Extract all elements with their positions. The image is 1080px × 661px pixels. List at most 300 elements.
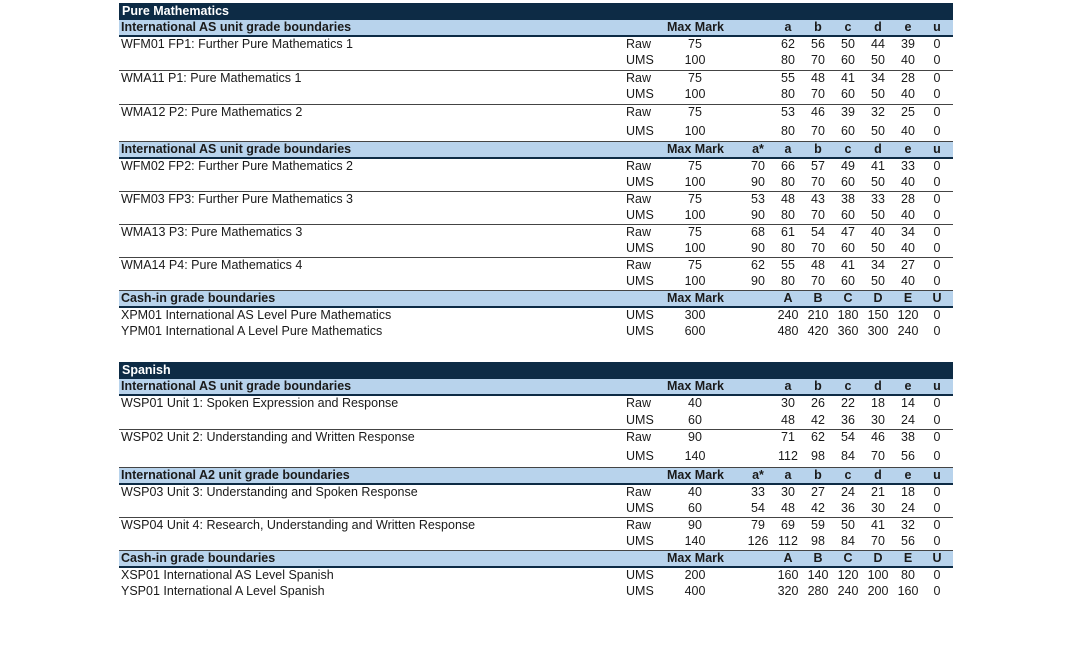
grade-boundary: 0	[933, 308, 941, 322]
grade-boundary: 0	[933, 485, 941, 499]
grade-boundary: 90	[751, 241, 765, 255]
unit-label: WSP04 Unit 4: Research, Understanding and Written Response	[121, 518, 476, 532]
table-row	[119, 449, 953, 468]
table-row	[119, 225, 953, 241]
max-mark: 75	[688, 71, 702, 85]
max-mark: 100	[684, 87, 706, 101]
mark-type: UMS	[626, 501, 654, 515]
header-label: Cash-in grade boundaries	[121, 291, 276, 305]
grade-boundary: 70	[811, 274, 825, 288]
grade-boundary: 0	[933, 396, 941, 410]
grade-boundary: 80	[781, 175, 795, 189]
grade-boundary: 0	[933, 274, 941, 288]
grade-boundary: 62	[811, 430, 825, 444]
header-grade: b	[814, 379, 822, 393]
grade-boundary: 62	[781, 37, 795, 51]
table-row	[119, 274, 953, 291]
grade-boundary: 300	[867, 324, 889, 338]
grade-boundary: 60	[841, 274, 855, 288]
grade-boundary: 30	[871, 413, 885, 427]
grade-boundary: 80	[781, 208, 795, 222]
grade-boundary: 0	[933, 258, 941, 272]
table-row	[119, 396, 953, 413]
max-mark: 75	[688, 192, 702, 206]
mark-type: UMS	[626, 534, 654, 548]
grade-boundary: 18	[871, 396, 885, 410]
max-mark: 100	[684, 124, 706, 138]
unit-rows	[119, 568, 953, 600]
grade-boundary: 50	[871, 208, 885, 222]
grade-boundary: 34	[871, 71, 885, 85]
mark-type: UMS	[626, 274, 654, 288]
header-grade: B	[813, 551, 823, 565]
header-grade: E	[903, 551, 913, 565]
grade-boundary: 46	[871, 430, 885, 444]
grade-boundary: 25	[901, 105, 915, 119]
grade-boundary: 56	[901, 534, 915, 548]
header-max-mark: Max Mark	[667, 379, 724, 393]
grade-boundary: 50	[871, 87, 885, 101]
unit-rows	[119, 396, 953, 468]
grade-boundary: 84	[841, 534, 855, 548]
grade-boundary: 59	[811, 518, 825, 532]
grade-boundary: 320	[777, 584, 799, 598]
grade-boundary: 126	[747, 534, 769, 548]
grade-boundary: 70	[751, 159, 765, 173]
grade-boundary: 47	[841, 225, 855, 239]
header-grade: u	[933, 379, 941, 393]
table-row	[119, 518, 953, 534]
grade-boundary: 18	[901, 485, 915, 499]
grade-boundary: 24	[841, 485, 855, 499]
grade-boundary: 50	[871, 124, 885, 138]
grade-boundary: 24	[901, 501, 915, 515]
grade-boundary: 70	[811, 175, 825, 189]
unit-label: YPM01 International A Level Pure Mathematics	[121, 324, 383, 338]
grade-boundary: 54	[811, 225, 825, 239]
header-grade: u	[933, 20, 941, 34]
grade-boundary: 62	[751, 258, 765, 272]
max-mark: 75	[688, 258, 702, 272]
max-mark: 75	[688, 105, 702, 119]
header-max-mark: Max Mark	[667, 20, 724, 34]
header-grade: A	[783, 291, 793, 305]
grade-boundary: 80	[781, 274, 795, 288]
header-grade: a	[784, 142, 792, 156]
grade-boundary: 54	[751, 501, 765, 515]
unit-label: WSP03 Unit 3: Understanding and Spoken Response	[121, 485, 418, 499]
grade-boundary: 0	[933, 568, 941, 582]
unit-label: WFM02 FP2: Further Pure Mathematics 2	[121, 159, 354, 173]
grade-boundary: 0	[933, 430, 941, 444]
mark-type: UMS	[626, 449, 654, 463]
unit-label: WFM01 FP1: Further Pure Mathematics 1	[121, 37, 354, 51]
grade-boundary: 70	[871, 449, 885, 463]
header-grade: a	[784, 468, 792, 482]
mark-type: Raw	[626, 518, 652, 532]
header-grade: b	[814, 468, 822, 482]
header-grade: b	[814, 142, 822, 156]
unit-label: WMA13 P3: Pure Mathematics 3	[121, 225, 303, 239]
mark-type: UMS	[626, 241, 654, 255]
unit-rows	[119, 485, 953, 551]
max-mark: 90	[688, 430, 702, 444]
grade-boundary: 50	[871, 175, 885, 189]
unit-label: WMA12 P2: Pure Mathematics 2	[121, 105, 303, 119]
grade-boundary: 33	[751, 485, 765, 499]
grade-boundary: 0	[933, 225, 941, 239]
grade-boundary: 98	[811, 534, 825, 548]
grade-boundary: 98	[811, 449, 825, 463]
table-row	[119, 568, 953, 584]
grade-boundary: 42	[811, 413, 825, 427]
grade-boundary: 0	[933, 37, 941, 51]
grade-boundary: 50	[841, 37, 855, 51]
grade-boundary: 112	[778, 449, 798, 463]
grade-boundary: 100	[867, 568, 889, 582]
section-title: Spanish	[119, 362, 953, 379]
grade-boundary: 90	[751, 208, 765, 222]
header-grade: c	[844, 468, 852, 482]
header-grade: u	[933, 142, 941, 156]
grade-boundary: 40	[901, 124, 915, 138]
table-header	[119, 20, 953, 37]
table-row	[119, 485, 953, 501]
grade-boundary: 66	[781, 159, 795, 173]
grade-boundary: 49	[841, 159, 855, 173]
grade-boundary: 36	[841, 413, 855, 427]
section-pure-mathematics	[119, 3, 953, 340]
grade-boundary: 160	[777, 568, 799, 582]
grade-boundary: 42	[811, 501, 825, 515]
max-mark: 75	[688, 159, 702, 173]
header-label: International A2 unit grade boundaries	[121, 468, 350, 482]
grade-boundary: 210	[807, 308, 829, 322]
header-grade: a	[784, 379, 792, 393]
grade-boundary: 0	[933, 71, 941, 85]
grade-boundary: 32	[871, 105, 885, 119]
header-grade: C	[843, 551, 853, 565]
grade-boundary: 420	[807, 324, 829, 338]
grade-boundary: 70	[811, 53, 825, 67]
grade-boundary: 33	[901, 159, 915, 173]
mark-type: Raw	[626, 225, 652, 239]
unit-rows	[119, 308, 953, 340]
table-row	[119, 124, 953, 142]
grade-boundary: 39	[901, 37, 915, 51]
grade-boundary: 80	[781, 241, 795, 255]
grade-boundary: 0	[933, 192, 941, 206]
grade-boundary: 240	[777, 308, 799, 322]
grade-boundary: 41	[841, 258, 855, 272]
header-grade: D	[873, 291, 883, 305]
table-row	[119, 584, 953, 600]
mark-type: UMS	[626, 308, 654, 322]
unit-label: XSP01 International AS Level Spanish	[121, 568, 334, 582]
header-max-mark: Max Mark	[667, 551, 724, 565]
grade-boundary: 160	[897, 584, 919, 598]
header-grade: d	[874, 142, 882, 156]
grade-boundary: 48	[781, 192, 795, 206]
grade-boundary: 120	[837, 568, 859, 582]
header-grade: e	[904, 20, 912, 34]
grade-boundary: 54	[841, 430, 855, 444]
grade-boundary: 28	[901, 71, 915, 85]
grade-boundary: 48	[781, 501, 795, 515]
max-mark: 75	[688, 225, 702, 239]
max-mark: 100	[684, 208, 706, 222]
unit-label: XPM01 International AS Level Pure Mathematics	[121, 308, 392, 322]
header-label: Cash-in grade boundaries	[121, 551, 276, 565]
table-row	[119, 241, 953, 258]
grade-boundary: 90	[751, 274, 765, 288]
grade-boundary: 27	[901, 258, 915, 272]
grade-boundary: 41	[871, 159, 885, 173]
header-label: International AS unit grade boundaries	[121, 142, 352, 156]
mark-type: UMS	[626, 53, 654, 67]
grade-boundary: 40	[901, 274, 915, 288]
grade-boundary: 33	[871, 192, 885, 206]
grade-boundary: 48	[811, 71, 825, 85]
mark-type: Raw	[626, 485, 652, 499]
grade-boundary: 40	[901, 241, 915, 255]
grade-boundary: 56	[811, 37, 825, 51]
grade-boundary: 68	[751, 225, 765, 239]
grade-boundary: 53	[751, 192, 765, 206]
grade-boundary: 34	[901, 225, 915, 239]
mark-type: Raw	[626, 192, 652, 206]
grade-boundary: 0	[933, 87, 941, 101]
max-mark: 40	[688, 485, 702, 499]
mark-type: Raw	[626, 396, 652, 410]
grade-boundary: 50	[871, 53, 885, 67]
grade-boundary: 46	[811, 105, 825, 119]
mark-type: UMS	[626, 124, 654, 138]
table-header	[119, 291, 953, 308]
header-grade: a	[784, 20, 792, 34]
grade-boundary: 200	[867, 584, 889, 598]
grade-boundary: 0	[933, 175, 941, 189]
max-mark: 100	[684, 241, 706, 255]
mark-type: Raw	[626, 258, 652, 272]
grade-boundary: 50	[841, 518, 855, 532]
grade-boundary: 55	[781, 258, 795, 272]
grade-boundary: 360	[837, 324, 859, 338]
table-header	[119, 551, 953, 568]
table-row	[119, 208, 953, 225]
grade-boundary: 55	[781, 71, 795, 85]
header-grade: a*	[752, 142, 764, 156]
grade-boundary: 40	[901, 208, 915, 222]
grade-boundary: 41	[871, 518, 885, 532]
header-grade: c	[844, 379, 852, 393]
unit-label: WSP01 Unit 1: Spoken Expression and Response	[121, 396, 399, 410]
header-grade: c	[844, 142, 852, 156]
table-row	[119, 37, 953, 53]
grade-boundary: 120	[897, 308, 919, 322]
grade-boundary: 21	[871, 485, 885, 499]
grade-boundary: 40	[871, 225, 885, 239]
mark-type: Raw	[626, 159, 652, 173]
grade-boundary: 50	[871, 274, 885, 288]
grade-boundary: 71	[781, 430, 795, 444]
max-mark: 300	[684, 308, 706, 322]
grade-boundary: 80	[901, 568, 915, 582]
header-grade: A	[783, 551, 793, 565]
header-grade: c	[844, 20, 852, 34]
section-title: Pure Mathematics	[119, 3, 953, 20]
grade-boundary: 57	[811, 159, 825, 173]
table-row	[119, 71, 953, 87]
grade-boundary: 150	[867, 308, 889, 322]
grade-boundary: 112	[778, 534, 798, 548]
grade-boundary: 0	[933, 534, 941, 548]
header-max-mark: Max Mark	[667, 291, 724, 305]
grade-boundary: 0	[933, 449, 941, 463]
header-grade: u	[933, 468, 941, 482]
header-grade: d	[874, 379, 882, 393]
table-row	[119, 308, 953, 324]
table-row	[119, 159, 953, 175]
max-mark: 100	[684, 175, 706, 189]
table-row	[119, 192, 953, 208]
header-label: International AS unit grade boundaries	[121, 379, 352, 393]
table-row	[119, 324, 953, 340]
table-row	[119, 501, 953, 518]
grade-boundary: 22	[841, 396, 855, 410]
header-grade: U	[932, 291, 942, 305]
grade-boundary: 0	[933, 584, 941, 598]
grade-boundary: 60	[841, 87, 855, 101]
grade-boundary: 48	[811, 258, 825, 272]
mark-type: UMS	[626, 568, 654, 582]
grade-boundary: 0	[933, 413, 941, 427]
header-grade: b	[814, 20, 822, 34]
max-mark: 90	[688, 518, 702, 532]
grade-boundary: 38	[901, 430, 915, 444]
grade-boundary: 80	[781, 124, 795, 138]
table-row	[119, 258, 953, 274]
header-grade: C	[843, 291, 853, 305]
grade-boundary: 480	[777, 324, 799, 338]
header-max-mark: Max Mark	[667, 142, 724, 156]
grade-boundary: 34	[871, 258, 885, 272]
unit-rows	[119, 159, 953, 291]
grade-boundary: 48	[781, 413, 795, 427]
grade-boundary: 39	[841, 105, 855, 119]
table-row	[119, 430, 953, 449]
grade-boundary: 0	[933, 501, 941, 515]
table-row	[119, 175, 953, 192]
grade-boundary: 53	[781, 105, 795, 119]
mark-type: Raw	[626, 430, 652, 444]
section-spanish	[119, 362, 953, 600]
grade-boundary: 36	[841, 501, 855, 515]
table-row	[119, 87, 953, 105]
grade-boundary: 56	[901, 449, 915, 463]
unit-label: WSP02 Unit 2: Understanding and Written Response	[121, 430, 415, 444]
grade-boundary: 70	[811, 124, 825, 138]
grade-boundary: 280	[807, 584, 829, 598]
mark-type: Raw	[626, 71, 652, 85]
grade-boundary: 70	[811, 241, 825, 255]
grade-boundary: 40	[901, 87, 915, 101]
header-grade: B	[813, 291, 823, 305]
grade-boundary: 70	[871, 534, 885, 548]
grade-boundary: 70	[811, 87, 825, 101]
grade-boundary: 14	[901, 396, 915, 410]
grade-boundary: 180	[837, 308, 859, 322]
mark-type: Raw	[626, 37, 652, 51]
grade-boundary: 240	[837, 584, 859, 598]
max-mark: 140	[684, 449, 706, 463]
grade-boundary: 0	[933, 124, 941, 138]
grade-boundary: 69	[781, 518, 795, 532]
table-row	[119, 105, 953, 124]
header-grade: e	[904, 379, 912, 393]
table-row	[119, 534, 953, 551]
grade-boundary: 24	[901, 413, 915, 427]
grade-boundary: 30	[871, 501, 885, 515]
table-header	[119, 468, 953, 485]
max-mark: 400	[684, 584, 706, 598]
header-grade: U	[932, 551, 942, 565]
mark-type: Raw	[626, 105, 652, 119]
mark-type: UMS	[626, 87, 654, 101]
unit-label: WMA14 P4: Pure Mathematics 4	[121, 258, 303, 272]
unit-label: WMA11 P1: Pure Mathematics 1	[121, 71, 302, 85]
grade-boundary: 0	[933, 208, 941, 222]
max-mark: 40	[688, 396, 702, 410]
grade-boundary: 41	[841, 71, 855, 85]
max-mark: 75	[688, 37, 702, 51]
mark-type: UMS	[626, 324, 654, 338]
grade-boundary: 43	[811, 192, 825, 206]
mark-type: UMS	[626, 584, 654, 598]
header-grade: e	[904, 468, 912, 482]
grade-boundary: 140	[807, 568, 829, 582]
grade-boundary: 84	[841, 449, 855, 463]
grade-boundary: 60	[841, 124, 855, 138]
grade-boundary: 60	[841, 53, 855, 67]
grade-boundary: 0	[933, 53, 941, 67]
grade-boundary: 79	[751, 518, 765, 532]
grade-boundary: 27	[811, 485, 825, 499]
max-mark: 200	[684, 568, 706, 582]
grade-boundary: 60	[841, 241, 855, 255]
max-mark: 100	[684, 53, 706, 67]
grade-boundary: 0	[933, 324, 941, 338]
grade-boundary: 80	[781, 87, 795, 101]
header-grade: a*	[752, 468, 764, 482]
grade-boundary: 28	[901, 192, 915, 206]
unit-label: YSP01 International A Level Spanish	[121, 584, 325, 598]
max-mark: 100	[684, 274, 706, 288]
grade-boundary: 0	[933, 159, 941, 173]
grade-boundary: 60	[841, 175, 855, 189]
mark-type: UMS	[626, 208, 654, 222]
header-grade: d	[874, 20, 882, 34]
table-row	[119, 53, 953, 71]
max-mark: 140	[684, 534, 706, 548]
grade-boundary: 0	[933, 105, 941, 119]
mark-type: UMS	[626, 413, 654, 427]
header-grade: E	[903, 291, 913, 305]
table-header	[119, 379, 953, 396]
header-grade: e	[904, 142, 912, 156]
header-grade: d	[874, 468, 882, 482]
header-grade: D	[873, 551, 883, 565]
